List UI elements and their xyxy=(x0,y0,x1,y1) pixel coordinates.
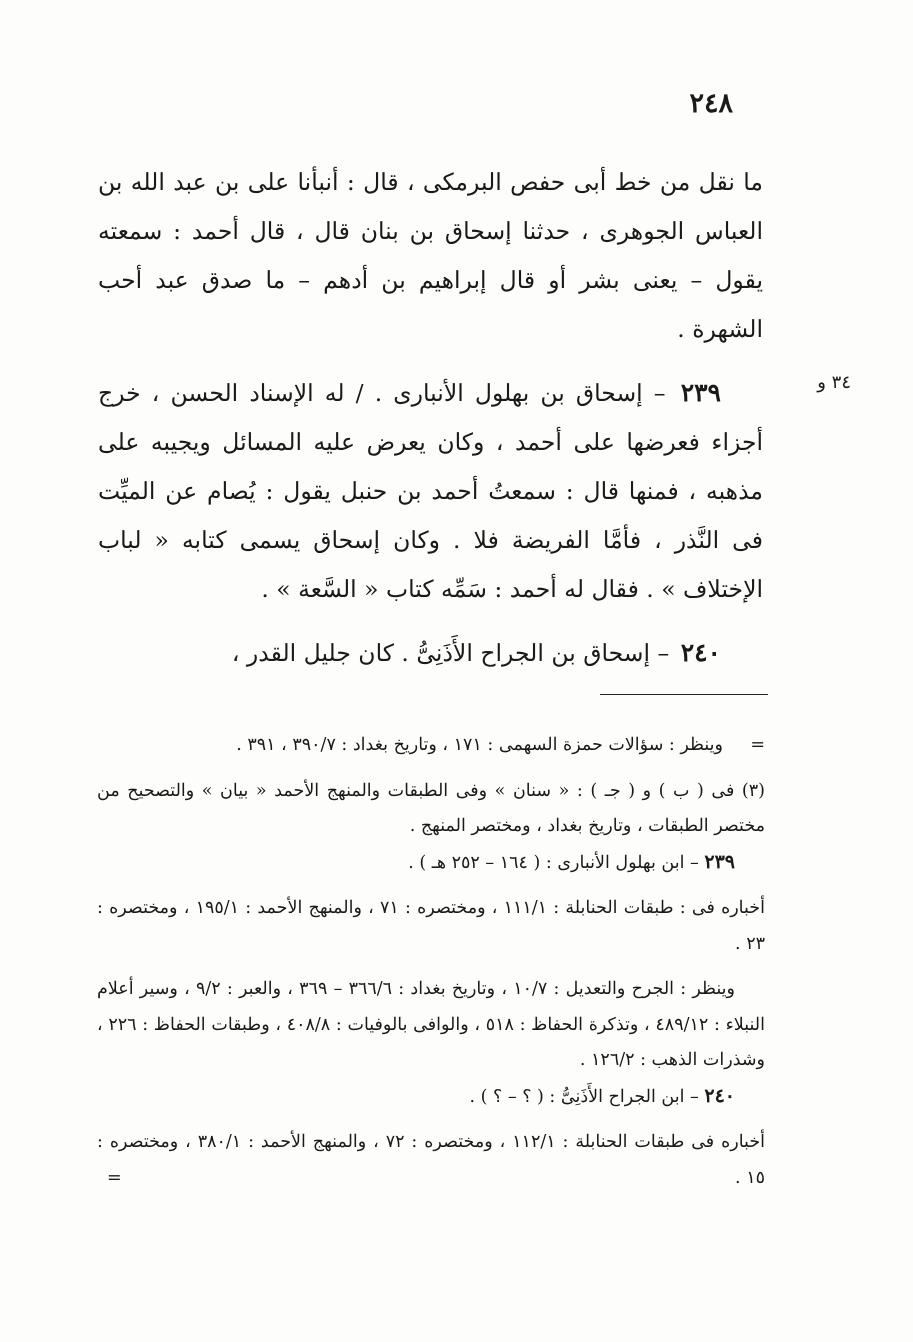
margin-folio-note: ٣٤ و xyxy=(817,372,851,393)
page-number: ٢٤٨ xyxy=(689,88,733,119)
footnote-239-dates xyxy=(97,845,765,882)
entry-239 xyxy=(98,368,763,614)
footnote-239-number: ٢٣٩ xyxy=(704,850,735,873)
continues-mark: = xyxy=(107,1167,122,1188)
entry-240-number: ٢٤٠ xyxy=(680,638,721,667)
entry-240 xyxy=(98,628,763,678)
footnote-239-dates-text: – ابن بهلول الأنبارى : ( ١٦٤ – ٢٥٢ هـ ) . xyxy=(408,852,699,873)
main-paragraph-1: ما نقل من خط أبى حفص البرمكى ، قال : أنبأنا على بن عبد الله بن العباس الجوهرى ، حدثنا إسحاق بن بنان قال ، قال أحمد : سمعته يقول – يعنى بشر أو قال إبراهيم بن أدهم – ما صدق عبد أحب الشهرة . xyxy=(98,168,763,343)
continuation-mark: = xyxy=(750,735,765,755)
footnote-240-sources xyxy=(97,1125,765,1196)
footnote-240-sources-text: أخباره فى طبقات الحنابلة : ١١٢/١ ، ومختصره : ٧٢ ، والمنهج الأحمد : ٣٨٠/١ ، ومختصره : ١٥ . xyxy=(97,1132,766,1188)
entry-239-text: – إسحاق بن بهلول الأنبارى . / له الإسناد الحسن ، خرج أجزاء فعرضها على أحمد ، وكان يعرض عليه المسائل ويجيبه على مذهبه ، فمنها قال : سمعتُ أحمد بن حنبل يقول : يُصام عن الميِّت فى النَّذر ، فأمَّا الفريضة فلا . وكان إسحاق يسمى كتابه « لباب الإختلاف » . فقال له أحمد : سَمِّه كتاب « السَّعة » . xyxy=(98,379,763,603)
footnote-continuation xyxy=(97,728,765,764)
main-text xyxy=(98,158,763,678)
footnote-separator xyxy=(600,694,768,695)
footnotes xyxy=(97,728,765,1196)
entry-239-number: ٢٣٩ xyxy=(680,378,721,407)
footnote-240-dates-text: – ابن الجراح الأَذَنِىُّ : ( ؟ – ؟ ) . xyxy=(469,1086,699,1107)
entry-240-text: – إسحاق بن الجراح الأَذَنِىُّ . كان جليل القدر ، xyxy=(231,639,670,667)
footnote-239-references: وينظر : الجرح والتعديل : ١٠/٧ ، وتاريخ بغداد : ٣٦٦/٦ – ٣٦٩ ، والعبر : ٩/٢ ، وسير أعلام النبلاء : ٤٨٩/١٢ ، وتذكرة الحفاظ : ٥١٨ ، والوافى بالوفيات : ٤٠٨/٨ ، وطبقات الحفاظ : ٢٢٦ ، وشذرات الذهب : ١٢٦/٢ . xyxy=(97,979,766,1070)
footnote-240-number: ٢٤٠ xyxy=(704,1084,735,1107)
footnote-239-sources: أخباره فى : طبقات الحنابلة : ١١١/١ ، ومختصره : ٧١ ، والمنهج الأحمد : ١٩٥/١ ، ومختصره : ٢٣ . xyxy=(97,898,765,954)
footnote-240-dates xyxy=(97,1079,765,1116)
footnote-continuation-text: وينظر : سؤالات حمزة السهمى : ١٧١ ، وتاريخ بغداد : ٣٩٠/٧ ، ٣٩١ . xyxy=(236,735,723,755)
footnote-3: (٣) فى ( ب ) و ( جـ ) : « سنان » وفى الطبقات والمنهج الأحمد « بيان » والتصحيح من مختصر الطبقات ، وتاريخ بغداد ، ومختصر المنهج . xyxy=(97,780,765,836)
